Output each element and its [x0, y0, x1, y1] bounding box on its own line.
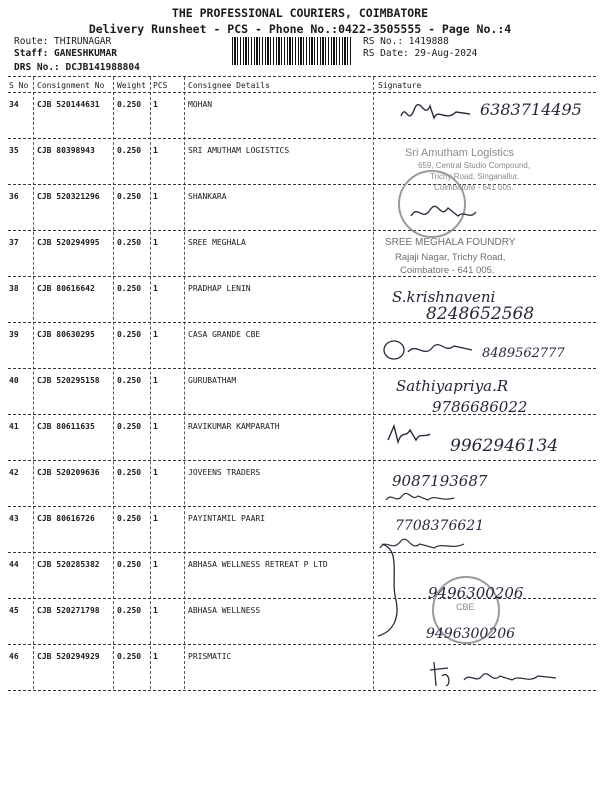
signature-scribble-36: [408, 200, 478, 226]
row-sno: 39: [9, 330, 19, 339]
row-weight: 0.250: [117, 330, 142, 339]
row-divider: [8, 506, 596, 507]
row-consignment-no: CJB 520295158: [37, 376, 100, 385]
row-weight: 0.250: [117, 238, 142, 247]
row-consignment-no: CJB 520209636: [37, 468, 100, 477]
row-divider: [8, 644, 596, 645]
row-divider: [8, 230, 596, 231]
col-weight: Weight: [117, 81, 146, 90]
row-consignment-no: CJB 80630295: [37, 330, 95, 339]
row-weight: 0.250: [117, 560, 142, 569]
row-sno: 41: [9, 422, 19, 431]
row-consignee: SRI AMUTHAM LOGISTICS: [188, 146, 290, 155]
row-sno: 46: [9, 652, 19, 661]
phone-44: 9496300206: [428, 584, 524, 602]
row-divider: [8, 690, 596, 691]
row-consignee: GURUBATHAM: [188, 376, 237, 385]
row-sno: 38: [9, 284, 19, 293]
row-pcs: 1: [153, 468, 158, 477]
row-consignment-no: CJB 520271798: [37, 606, 100, 615]
col-consignment: Consignment No: [37, 81, 105, 90]
row-divider: [8, 460, 596, 461]
phone-39: 8489562777: [482, 346, 565, 361]
col-pcs: PCS: [153, 81, 168, 90]
row-sno: 44: [9, 560, 19, 569]
row-consignee: ABHASA WELLNESS RETREAT P LTD: [188, 560, 328, 569]
name-38: S.krishnaveni: [392, 288, 496, 306]
row-pcs: 1: [153, 514, 158, 523]
drs-number: DRS No.: DCJB141988804: [14, 62, 140, 73]
signature-scribble-41: [384, 420, 434, 448]
signature-scribble-39: [380, 336, 480, 364]
row-consignee: ABHASA WELLNESS: [188, 606, 261, 615]
row-weight: 0.250: [117, 376, 142, 385]
row-weight: 0.250: [117, 422, 142, 431]
row-divider: [8, 138, 596, 139]
row-weight: 0.250: [117, 606, 142, 615]
row-pcs: 1: [153, 192, 158, 201]
phone-43: 7708376621: [395, 518, 485, 534]
signature-scribble-42: [384, 490, 464, 506]
row-pcs: 1: [153, 560, 158, 569]
rs-number: RS No.: 1419888: [363, 36, 449, 47]
header-rule-top: [8, 76, 596, 77]
bracket-mark: [372, 540, 412, 640]
row-consignment-no: CJB 520285382: [37, 560, 100, 569]
row-divider: [8, 276, 596, 277]
row-divider: [8, 368, 596, 369]
row-consignee: RAVIKUMAR KAMPARATH: [188, 422, 280, 431]
row-sno: 36: [9, 192, 19, 201]
stamp-35-addr3: Coimbatore - 641 005.: [434, 183, 514, 192]
row-weight: 0.250: [117, 468, 142, 477]
row-consignment-no: CJB 80616642: [37, 284, 95, 293]
row-consignment-no: CJB 520321296: [37, 192, 100, 201]
row-pcs: 1: [153, 422, 158, 431]
row-weight: 0.250: [117, 652, 142, 661]
phone-40: 9786686022: [432, 398, 528, 416]
stamp-37-name: SREE MEGHALA FOUNDRY: [385, 237, 516, 248]
signature-scribble-46: [428, 656, 568, 690]
row-pcs: 1: [153, 376, 158, 385]
row-consignee: CASA GRANDE CBE: [188, 330, 261, 339]
row-pcs: 1: [153, 100, 158, 109]
row-consignment-no: CJB 80398943: [37, 146, 95, 155]
barcode: [232, 37, 352, 65]
staff-label: Staff: GANESHKUMAR: [14, 48, 117, 59]
stamp-35-addr2: Trichy Road, Singanallur,: [430, 172, 520, 181]
row-weight: 0.250: [117, 514, 142, 523]
phone-38: 8248652568: [426, 304, 535, 324]
row-consignment-no: CJB 520294995: [37, 238, 100, 247]
row-consignee: JOVEENS TRADERS: [188, 468, 261, 477]
stamp-37-addr1: Rajaji Nagar, Trichy Road,: [395, 252, 506, 263]
col-sno: S No: [9, 81, 29, 90]
row-weight: 0.250: [117, 284, 142, 293]
row-sno: 42: [9, 468, 19, 477]
phone-42: 9087193687: [392, 472, 488, 490]
phone-34: 6383714495: [480, 100, 582, 119]
row-consignment-no: CJB 520294929: [37, 652, 100, 661]
route-label: Route: THIRUNAGAR: [14, 36, 112, 47]
row-weight: 0.250: [117, 192, 142, 201]
row-consignee: SHANKARA: [188, 192, 227, 201]
phone-41: 9962946134: [450, 436, 559, 456]
runsheet-title: Delivery Runsheet - PCS - Phone No.:0422-3505555 - Page No.:4: [88, 22, 512, 36]
row-pcs: 1: [153, 284, 158, 293]
row-sno: 40: [9, 376, 19, 385]
row-pcs: 1: [153, 146, 158, 155]
phone-45: 9496300206: [426, 626, 516, 642]
row-sno: 34: [9, 100, 19, 109]
header-rule-bottom: [8, 92, 596, 93]
row-pcs: 1: [153, 330, 158, 339]
row-sno: 43: [9, 514, 19, 523]
row-sno: 35: [9, 146, 19, 155]
stamp-45-text: CBE: [456, 602, 475, 612]
company-title: THE PROFESSIONAL COURIERS, COIMBATORE: [171, 6, 429, 20]
row-consignment-no: CJB 520144631: [37, 100, 100, 109]
row-sno: 37: [9, 238, 19, 247]
row-weight: 0.250: [117, 100, 142, 109]
row-consignee: SREE MEGHALA: [188, 238, 246, 247]
name-40: Sathiyapriya.R: [396, 377, 509, 395]
stamp-35-name: Sri Amutham Logistics: [405, 147, 514, 159]
col-signature: Signature: [378, 81, 422, 90]
signature-scribble-34: [398, 98, 478, 128]
stamp-35-addr1: 659, Central Studio Compound,: [418, 161, 531, 170]
row-consignee: PRADHAP LENIN: [188, 284, 251, 293]
row-divider: [8, 552, 596, 553]
col-consignee: Consignee Details: [188, 81, 270, 90]
row-consignment-no: CJB 80611635: [37, 422, 95, 431]
row-pcs: 1: [153, 238, 158, 247]
row-consignee: PAYINTAMIL PAARI: [188, 514, 266, 523]
stamp-37-addr2: Coimbatore - 641 005.: [400, 265, 495, 276]
row-consignee: PRISMATIC: [188, 652, 232, 661]
row-sno: 45: [9, 606, 19, 615]
row-weight: 0.250: [117, 146, 142, 155]
row-pcs: 1: [153, 606, 158, 615]
row-pcs: 1: [153, 652, 158, 661]
rs-date: RS Date: 29-Aug-2024: [363, 48, 478, 59]
row-consignment-no: CJB 80616726: [37, 514, 95, 523]
row-consignee: MOHAN: [188, 100, 213, 109]
